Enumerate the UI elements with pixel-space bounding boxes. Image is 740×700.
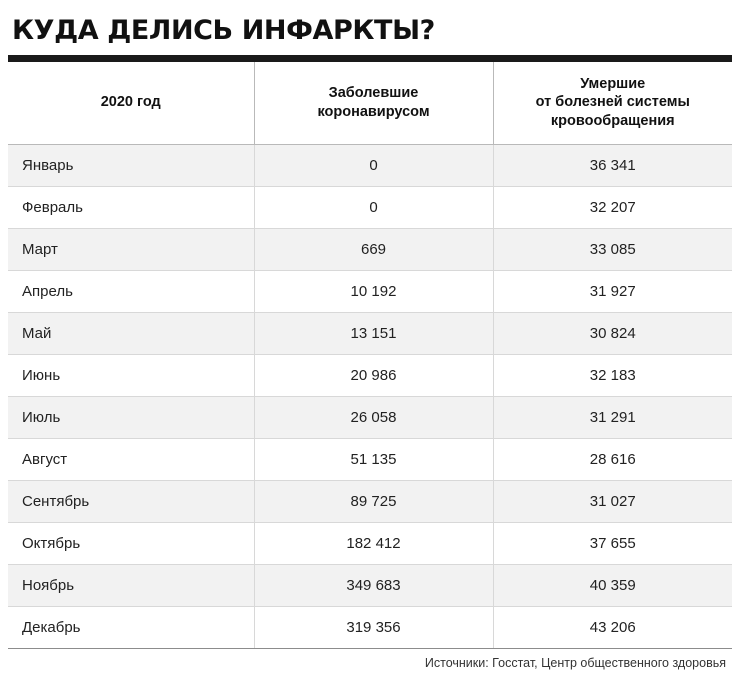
table-row [8,228,732,270]
cell-month: Июль [8,396,254,438]
cell-month: Февраль [8,186,254,228]
cell-covid-cases: 26 058 [254,396,493,438]
table-row [8,144,732,186]
cell-month: Январь [8,144,254,186]
cell-covid-cases: 182 412 [254,522,493,564]
cell-covid-cases: 669 [254,228,493,270]
table-row [8,312,732,354]
cell-month: Сентябрь [8,480,254,522]
column-header-cvd-deaths-line1: Умершие [580,76,646,93]
source-note: Источники: Госстат, Центр общественного здоровья [424,655,726,670]
cell-cvd-deaths: 32 207 [493,186,732,228]
cell-month: Март [8,228,254,270]
table-row [8,396,732,438]
column-header-covid-cases-line2: коронавирусом [317,103,430,120]
table-row [8,438,732,480]
cell-month: Ноябрь [8,564,254,606]
cell-cvd-deaths: 37 655 [493,522,732,564]
table-row [8,270,732,312]
data-table [8,62,732,648]
cell-covid-cases: 0 [254,144,493,186]
cell-cvd-deaths: 43 206 [493,606,732,648]
table-row [8,564,732,606]
cell-cvd-deaths: 36 341 [493,144,732,186]
cell-month: Август [8,438,254,480]
column-header-cvd-deaths-line3: кровообращения [550,112,675,129]
cell-cvd-deaths: 28 616 [493,438,732,480]
cell-covid-cases: 51 135 [254,438,493,480]
table-body [8,144,732,648]
cell-covid-cases: 13 151 [254,312,493,354]
cell-month: Декабрь [8,606,254,648]
cell-month: Апрель [8,270,254,312]
column-header-cvd-deaths-line2: от болезней системы [535,94,690,111]
column-header-period-line1: 2020 год [100,94,161,111]
column-header-covid-cases-line1: Заболевшие [328,85,419,102]
cell-covid-cases: 10 192 [254,270,493,312]
cell-cvd-deaths: 40 359 [493,564,732,606]
cell-covid-cases: 0 [254,186,493,228]
cell-cvd-deaths: 31 291 [493,396,732,438]
table-row [8,606,732,648]
table-row [8,522,732,564]
page-title: КУДА ДЕЛИСЬ ИНФАРКТЫ? [12,15,435,46]
cell-cvd-deaths: 31 927 [493,270,732,312]
cell-cvd-deaths: 32 183 [493,354,732,396]
column-header-period [8,62,254,144]
cell-cvd-deaths: 31 027 [493,480,732,522]
table-header [8,62,732,144]
table-header-row [8,62,732,144]
table-row [8,480,732,522]
cell-month: Июнь [8,354,254,396]
cell-covid-cases: 319 356 [254,606,493,648]
table-row [8,354,732,396]
cell-covid-cases: 349 683 [254,564,493,606]
column-header-cvd-deaths [493,62,732,144]
cell-cvd-deaths: 30 824 [493,312,732,354]
cell-month: Октябрь [8,522,254,564]
cell-covid-cases: 89 725 [254,480,493,522]
cell-month: Май [8,312,254,354]
cell-cvd-deaths: 33 085 [493,228,732,270]
table-row [8,186,732,228]
title-divider [8,55,732,62]
column-header-covid-cases [254,62,493,144]
cell-covid-cases: 20 986 [254,354,493,396]
